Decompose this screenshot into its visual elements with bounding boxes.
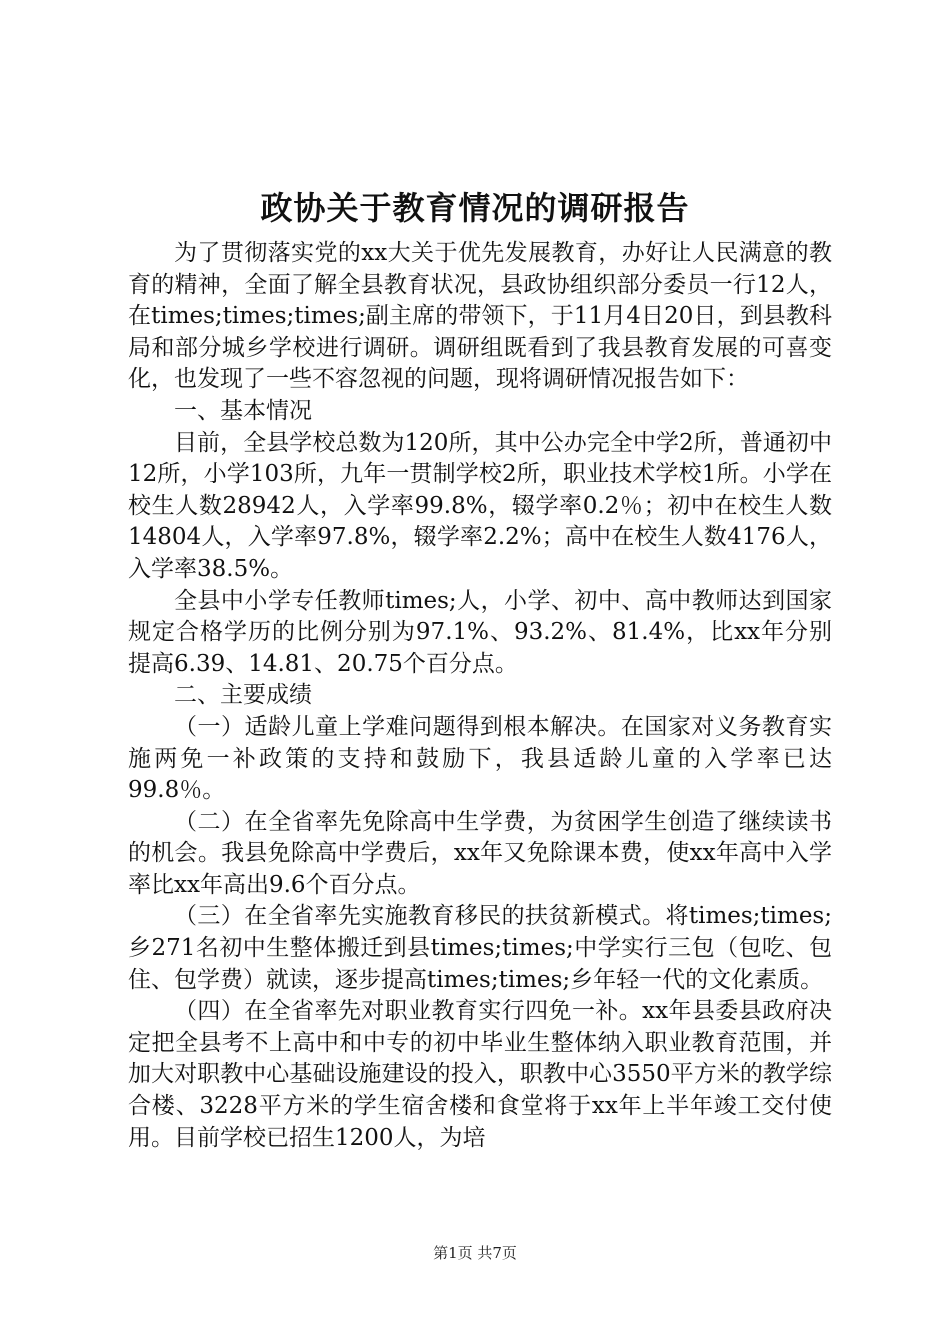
paragraph-achievement-3: （三）在全省率先实施教育移民的扶贫新模式。将times;times;乡271名初中生整体搬迁到县times;times;中学实行三包（包吃、包住、包学费）就读，逐步提高times;times;乡年轻一代的文化素质。 — [128, 903, 832, 993]
document-title: 政协关于教育情况的调研报告 — [260, 189, 690, 227]
paragraph-intro: 为了贯彻落实党的xx大关于优先发展教育，办好让人民满意的教育的精神，全面了解全县教育状况，县政协组织部分委员一行12人，在times;times;times;副主席的带领下，于11月4日20日，到县教科局和部分城乡学校进行调研。调研组既看到了我县教育发展的可喜变化，也发现了一些不容忽视的问题，现将调研情况报告如下： — [128, 240, 832, 393]
document-body — [128, 238, 832, 1154]
paragraph-teacher-stats: 全县中小学专任教师times;人，小学、初中、高中教师达到国家规定合格学历的比例分别为97.1%、93.2%、81.4%，比xx年分别提高6.39、14.81、20.75个百分点。 — [128, 587, 832, 677]
paragraph-achievement-1: （一）适龄儿童上学难问题得到根本解决。在国家对义务教育实施两免一补政策的支持和鼓励下，我县适龄儿童的入学率已达99.8％。 — [128, 713, 832, 804]
paragraph-achievement-2: （二）在全省率先免除高中生学费，为贫困学生创造了继续读书的机会。我县免除高中学费后，xx年又免除课本费，使xx年高中入学率比xx年高出9.6个百分点。 — [128, 808, 832, 898]
page-number-footer: 第1页 共7页 — [433, 1244, 517, 1262]
section-heading-achievements: 二、主要成绩 — [174, 682, 312, 709]
section-heading-basic: 一、基本情况 — [174, 397, 312, 424]
paragraph-school-stats: 目前，全县学校总数为120所，其中公办完全中学2所，普通初中12所，小学103所，九年一贯制学校2所，职业技术学校1所。小学在校生人数28942人，入学率99.8%，辍学率0.2％；初中在校生人数14804人，入学率97.8%，辍学率2.2%；高中在校生人数4176人，入学率38.5%。 — [128, 429, 832, 582]
paragraph-achievement-4: （四）在全省率先对职业教育实行四免一补。xx年县委县政府决定把全县考不上高中和中专的初中毕业生整体纳入职业教育范围，并加大对职教中心基础设施建设的投入，职教中心3550平方米的教学综合楼、3228平方米的学生宿舍楼和食堂将于xx年上半年竣工交付使用。目前学校已招生1200人，为培 — [128, 998, 832, 1151]
